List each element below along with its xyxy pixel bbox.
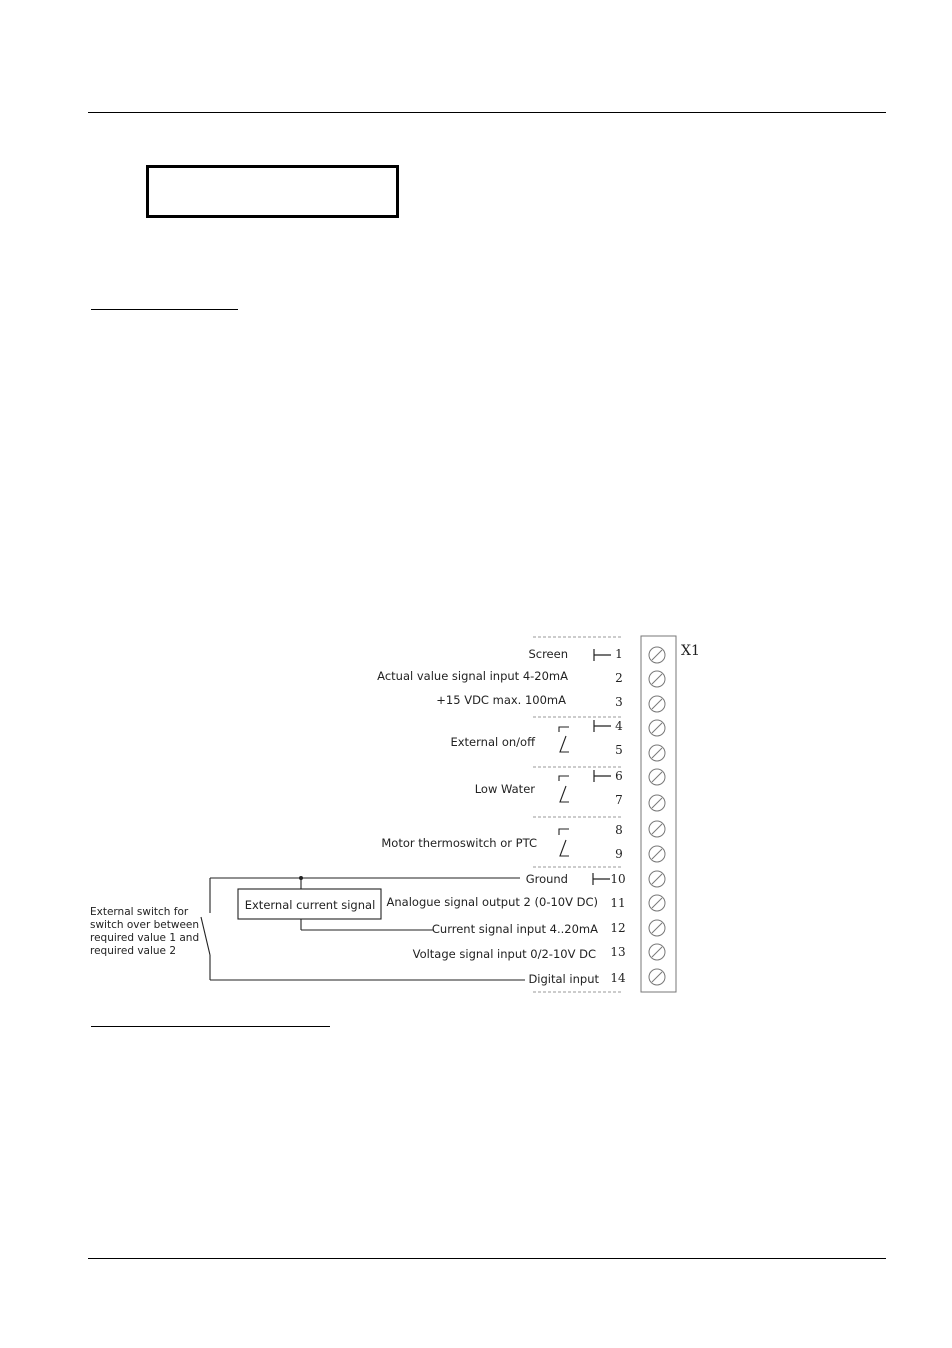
terminal-label-analogue-output: Analogue signal output 2 (0-10V DC)	[386, 895, 598, 909]
terminal-label-actual-value: Actual value signal input 4-20mA	[377, 669, 568, 683]
terminal-screw-slot	[652, 972, 662, 982]
terminal-label-15vdc: +15 VDC max. 100mA	[436, 693, 566, 707]
wire	[201, 917, 210, 955]
terminal-screws	[649, 647, 665, 985]
terminal-number: 3	[615, 695, 623, 709]
terminal-label-current-input: Current signal input 4..20mA	[431, 922, 598, 936]
terminal-number: 13	[610, 945, 626, 959]
contact-label-low-water: Low Water	[474, 782, 535, 796]
terminal-screw-slot	[652, 798, 662, 808]
terminal-screw-slot	[652, 898, 662, 908]
terminal-screw-slot	[652, 674, 662, 684]
external-current-signal-label: External current signal	[244, 898, 376, 912]
terminal-number: 12	[610, 921, 626, 935]
terminal-label-voltage-input: Voltage signal input 0/2-10V DC	[412, 947, 596, 961]
terminal-number: 14	[610, 971, 626, 985]
terminal-number: 9	[615, 847, 623, 861]
terminal-block-label: X1	[681, 643, 700, 659]
terminal-number: 5	[615, 743, 623, 757]
contact-label-motor-thermoswitch: Motor thermoswitch or PTC	[381, 836, 537, 850]
terminal-number: 1	[615, 647, 623, 661]
terminal-screw-slot	[652, 874, 662, 884]
terminal-screw-slot	[652, 650, 662, 660]
terminal-number: 4	[615, 719, 623, 733]
terminal-screw-slot	[652, 723, 662, 733]
contact-symbol	[559, 727, 569, 752]
junction-dot	[299, 876, 303, 880]
terminal-screw-slot	[652, 849, 662, 859]
contact-symbol	[559, 829, 569, 856]
terminal-label-digital-input: Digital input	[528, 972, 599, 986]
terminal-number: 6	[615, 769, 623, 783]
terminal-number: 2	[615, 671, 623, 685]
terminal-block	[641, 636, 676, 992]
contact-label-external-onoff: External on/off	[450, 735, 535, 749]
terminal-number: 8	[615, 823, 623, 837]
contact-symbol	[559, 776, 569, 802]
external-switch-note: required value 1 and	[90, 932, 200, 944]
terminal-screw-slot	[652, 699, 662, 709]
terminal-label-ground: Ground	[525, 872, 568, 886]
terminal-number: 11	[610, 896, 626, 910]
terminal-screw-slot	[652, 772, 662, 782]
terminal-screw-slot	[652, 947, 662, 957]
terminal-screw-slot	[652, 923, 662, 933]
terminal-label-screen: Screen	[528, 647, 568, 661]
terminal-screw-slot	[652, 824, 662, 834]
external-switch-note: External switch for	[90, 906, 189, 918]
external-switch-note: required value 2	[90, 945, 177, 957]
terminal-screw-slot	[652, 748, 662, 758]
terminal-number: 7	[615, 793, 623, 807]
external-switch-note: switch over between	[90, 919, 200, 931]
terminal-number: 10	[610, 872, 626, 886]
group-separators	[533, 637, 622, 992]
